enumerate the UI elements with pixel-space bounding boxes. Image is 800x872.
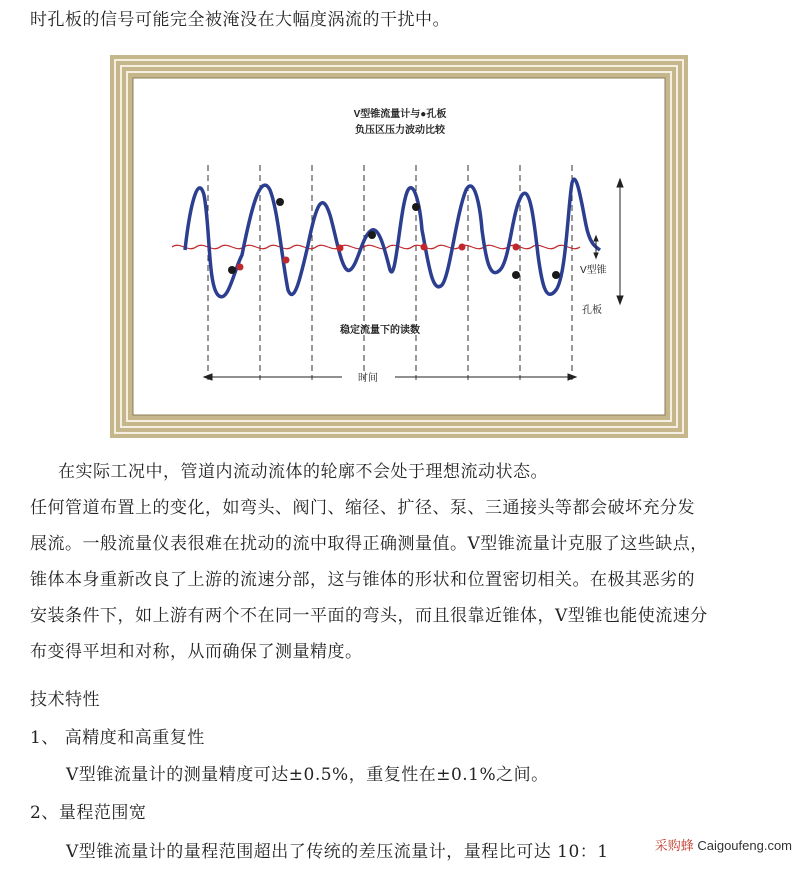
para1-line1: 在实际工况中，管道内流动流体的轮廓不会处于理想流动状态。 [58,462,548,482]
text-line-top: 时孔板的信号可能完全被淹没在大幅度涡流的干扰中。 [30,10,450,30]
figure-title-line2: 负压区压力波动比较 [355,125,445,136]
watermark-brand: 采购蜂 [654,838,694,853]
item2-body: V型锥流量计的量程范围超出了传统的差压流量计，量程比可达 10：1 [66,842,609,862]
para1-line5: 安装条件下，如上游有两个不在同一平面的弯头，而且很靠近锥体，V型锥也能使流速分 [30,606,708,626]
orifice-label: 孔板 [582,305,602,316]
site-watermark [655,835,792,854]
watermark-site: Caigoufeng.com [697,838,792,853]
para1-line6: 布变得平坦和对称，从而确保了测量精度。 [30,642,363,662]
section-title: 技术特性 [30,690,100,710]
steady-flow-label: 稳定流量下的读数 [340,325,420,336]
para1-line3: 展流。一般流量仪表很难在扰动的流中取得正确测量值。V型锥流量计克服了这些缺点， [30,534,708,554]
pressure-fluctuation-figure [110,55,688,438]
vcone-label: V型锥 [580,265,607,276]
item1-title: 1、 高精度和高重复性 [30,728,205,748]
item1-body: V型锥流量计的测量精度可达±0.5%，重复性在±0.1%之间。 [66,765,549,785]
time-axis-label: 时间 [358,373,378,384]
para1-line2: 任何管道布置上的变化，如弯头、阀门、缩径、扩径、泵、三通接头等都会破坏充分发 [30,498,695,518]
para1-line4: 锥体本身重新改良了上游的流速分部，这与锥体的形状和位置密切相关。在极其恶劣的 [30,570,695,590]
item2-title: 2、量程范围宽 [30,803,147,823]
figure-title-line1: V型锥流量计与●孔板 [353,109,447,120]
